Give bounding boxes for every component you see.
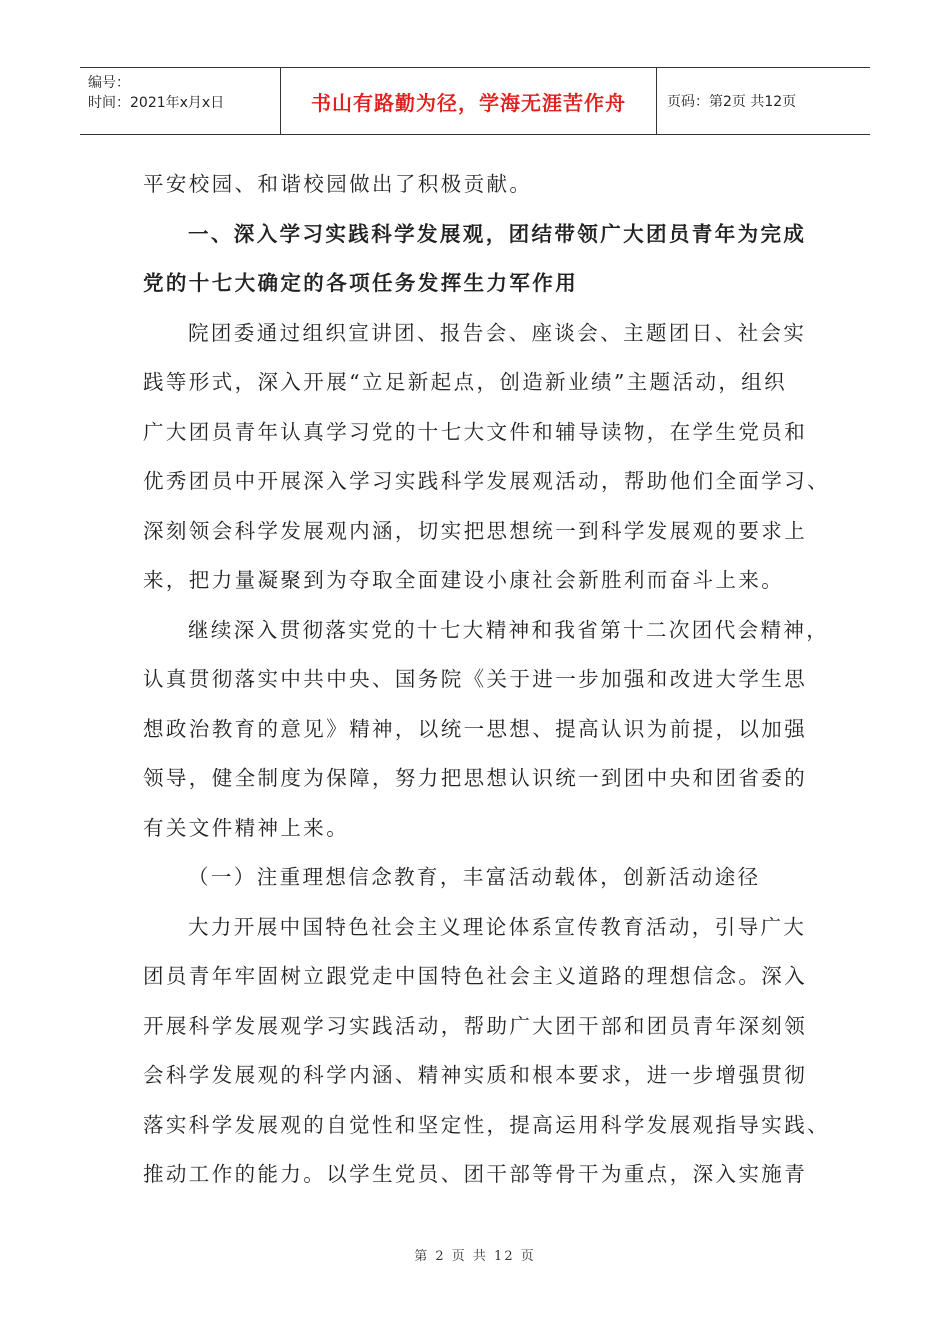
header-motto: 书山有路勤为径，学海无涯苦作舟: [281, 68, 657, 134]
body-line: 继续深入贯彻落实党的十七大精神和我省第十二次团代会精神，: [188, 617, 830, 642]
body-line: 领导，健全制度为保障，努力把思想认识统一到团中央和团省委的: [143, 766, 808, 790]
body-line: 广大团员青年认真学习党的十七大文件和辅导读物，在学生党员和: [143, 419, 808, 444]
body-line: 推动工作的能力。以学生党员、团干部等骨干为重点，深入实施青: [143, 1162, 808, 1186]
body-line: 认真贯彻落实中共中央、国务院《关于进一步加强和改进大学生思: [143, 667, 808, 691]
page-header: [80, 67, 870, 135]
header-page-label: 页码：第2页 共12页: [667, 94, 797, 110]
body-line: 会科学发展观的科学内涵、精神实质和根本要求，进一步增强贯彻: [143, 1063, 808, 1087]
body-line: 来，把力量凝聚到为夺取全面建设小康社会新胜利而奋斗上来。: [143, 568, 785, 592]
body-line: 想政治教育的意见》精神，以统一思想、提高认识为前提，以加强: [143, 716, 808, 741]
body-line: 落实科学发展观的自觉性和坚定性，提高运用科学发展观指导实践、: [143, 1112, 830, 1137]
body-line: 优秀团员中开展深入学习实践科学发展观活动，帮助他们全面学习、: [143, 469, 830, 493]
header-meta: [80, 68, 281, 134]
time-label: 时间：2021年x月x日: [88, 95, 225, 111]
section-heading-line: 一、深入学习实践科学发展观，团结带领广大团员青年为完成: [188, 221, 807, 246]
body-line: 深刻领会科学发展观内涵，切实把思想统一到科学发展观的要求上: [143, 518, 808, 543]
subsection-heading: （一）注重理想信念教育，丰富活动载体，创新活动途径: [188, 865, 761, 889]
body-line: 团员青年牢固树立跟党走中国特色社会主义道路的理想信念。深入: [143, 964, 808, 988]
body-line: 院团委通过组织宣讲团、报告会、座谈会、主题团日、社会实: [188, 320, 807, 345]
document-body: [143, 160, 830, 1200]
number-label: 编号：: [88, 75, 130, 91]
body-line: 践等形式，深入开展“立足新起点，创造新业绩”主题活动，组织: [143, 370, 788, 394]
body-line: 开展科学发展观学习实践活动，帮助广大团干部和团员青年深刻领: [143, 1013, 808, 1038]
body-line: 大力开展中国特色社会主义理论体系宣传教育活动，引导广大: [188, 914, 807, 939]
page-footer: 第 2 页 共 12 页: [414, 1249, 536, 1264]
body-line: 平安校园、和谐校园做出了积极贡献。: [143, 172, 533, 196]
section-heading-line: 党的十七大确定的各项任务发挥生力军作用: [143, 271, 579, 295]
body-line: 有关文件精神上来。: [143, 815, 350, 840]
